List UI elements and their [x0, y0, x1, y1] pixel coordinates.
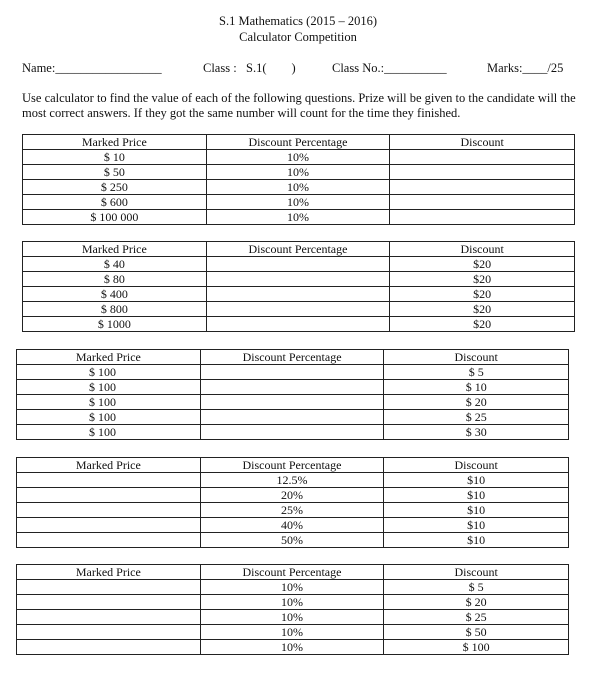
table-cell — [206, 272, 390, 287]
table-cell: $ 800 — [23, 302, 207, 317]
table-cell: $ 100 — [17, 365, 201, 380]
table-row — [17, 365, 569, 380]
header-cell: Discount — [390, 242, 575, 257]
table-row — [17, 580, 569, 595]
header-cell: Discount Percentage — [200, 458, 384, 473]
table-cell — [390, 180, 575, 195]
table-row — [17, 533, 569, 548]
header-cell: Marked Price — [17, 565, 201, 580]
table-cell: 10% — [206, 165, 390, 180]
table-cell: $ 5 — [384, 580, 569, 595]
table-cell — [200, 425, 384, 440]
table-row — [23, 302, 575, 317]
table-row — [23, 180, 575, 195]
table-cell: 10% — [200, 610, 384, 625]
table-cell: $20 — [390, 272, 575, 287]
discount-table-4 — [16, 457, 569, 548]
table-cell — [390, 150, 575, 165]
table-cell: 25% — [200, 503, 384, 518]
table-cell: $ 30 — [384, 425, 569, 440]
header-cell: Discount Percentage — [206, 135, 390, 150]
table-cell — [17, 488, 201, 503]
table-cell: 10% — [200, 625, 384, 640]
table-header-row — [23, 242, 575, 257]
table-cell — [206, 302, 390, 317]
table-cell: 20% — [200, 488, 384, 503]
table-cell: 10% — [200, 595, 384, 610]
worksheet-subtitle: Calculator Competition — [239, 30, 357, 44]
table-cell: $ 10 — [23, 150, 207, 165]
table-cell: $ 50 — [23, 165, 207, 180]
table-cell: $ 10 — [384, 380, 569, 395]
header-cell: Marked Price — [23, 242, 207, 257]
table-row — [17, 610, 569, 625]
header-cell: Discount — [384, 458, 569, 473]
table-row — [23, 210, 575, 225]
table-row — [17, 425, 569, 440]
table-row — [23, 272, 575, 287]
table-cell: $ 250 — [23, 180, 207, 195]
table-row — [17, 473, 569, 488]
table-cell: 10% — [200, 640, 384, 655]
table-cell — [206, 287, 390, 302]
header-cell: Discount — [384, 565, 569, 580]
table-cell: $10 — [384, 473, 569, 488]
table-cell: 40% — [200, 518, 384, 533]
discount-table-3 — [16, 349, 569, 440]
table-cell: $20 — [390, 317, 575, 332]
discount-table-2 — [22, 241, 575, 332]
table-row — [17, 640, 569, 655]
table-cell — [200, 395, 384, 410]
table-row — [23, 257, 575, 272]
marks-field: Marks:____/25 — [487, 61, 564, 75]
table-header-row — [17, 350, 569, 365]
table-row — [23, 150, 575, 165]
table-cell: $ 20 — [384, 595, 569, 610]
table-cell — [390, 195, 575, 210]
table-cell — [17, 580, 201, 595]
instructions: Use calculator to find the value of each of the following questions. Prize will be given to the candidate will the most correct answers. If they got the same number will count for the time they finished. — [22, 91, 576, 120]
table-row — [17, 488, 569, 503]
class-no-field: Class No.:__________ — [332, 61, 447, 75]
table-row — [23, 317, 575, 332]
header-cell: Discount — [390, 135, 575, 150]
header-cell: Discount — [384, 350, 569, 365]
table-row — [17, 410, 569, 425]
table-row — [17, 503, 569, 518]
table-row — [23, 287, 575, 302]
table-cell: 10% — [200, 580, 384, 595]
table-cell — [17, 533, 201, 548]
table-cell: $ 25 — [384, 410, 569, 425]
table-cell — [17, 595, 201, 610]
table-cell: $ 100 — [17, 410, 201, 425]
table-cell — [206, 317, 390, 332]
table-cell: $10 — [384, 503, 569, 518]
table-cell: $ 25 — [384, 610, 569, 625]
table-cell: $ 1000 — [23, 317, 207, 332]
table-cell: 10% — [206, 195, 390, 210]
header-cell: Marked Price — [17, 458, 201, 473]
table-cell — [200, 380, 384, 395]
table-cell: $ 100 — [17, 425, 201, 440]
discount-table-5 — [16, 564, 569, 655]
discount-table-1 — [22, 134, 575, 225]
table-row — [17, 625, 569, 640]
table-cell: $10 — [384, 533, 569, 548]
table-cell — [17, 518, 201, 533]
header-cell: Discount Percentage — [206, 242, 390, 257]
header-cell: Marked Price — [17, 350, 201, 365]
table-cell: $ 100 — [384, 640, 569, 655]
table-cell — [206, 257, 390, 272]
table-cell: $20 — [390, 302, 575, 317]
table-cell: 10% — [206, 180, 390, 195]
table-cell: $20 — [390, 287, 575, 302]
table-cell: $10 — [384, 518, 569, 533]
table-cell: $ 400 — [23, 287, 207, 302]
table-row — [17, 595, 569, 610]
table-cell: $ 20 — [384, 395, 569, 410]
table-cell: $20 — [390, 257, 575, 272]
table-cell — [200, 365, 384, 380]
table-cell: $ 100 — [17, 395, 201, 410]
table-cell — [200, 410, 384, 425]
table-cell — [17, 640, 201, 655]
table-cell: $ 600 — [23, 195, 207, 210]
table-row — [17, 395, 569, 410]
table-header-row — [17, 565, 569, 580]
table-cell — [17, 610, 201, 625]
table-cell — [17, 473, 201, 488]
table-cell — [17, 503, 201, 518]
table-cell: $ 100 — [17, 380, 201, 395]
table-row — [17, 518, 569, 533]
table-cell: 50% — [200, 533, 384, 548]
name-field: Name:_________________ — [22, 61, 162, 75]
worksheet-title: S.1 Mathematics (2015 – 2016) — [219, 14, 377, 28]
table-cell: $ 80 — [23, 272, 207, 287]
table-row — [17, 380, 569, 395]
header-cell: Discount Percentage — [200, 350, 384, 365]
table-row — [23, 165, 575, 180]
table-cell: $ 50 — [384, 625, 569, 640]
table-cell: $10 — [384, 488, 569, 503]
table-header-row — [23, 135, 575, 150]
class-field: Class : S.1( ) — [203, 61, 296, 75]
header-cell: Marked Price — [23, 135, 207, 150]
table-cell: 10% — [206, 210, 390, 225]
table-cell: $ 40 — [23, 257, 207, 272]
header-cell: Discount Percentage — [200, 565, 384, 580]
table-cell — [390, 210, 575, 225]
table-header-row — [17, 458, 569, 473]
table-cell — [17, 625, 201, 640]
table-cell: 12.5% — [200, 473, 384, 488]
table-cell: $ 5 — [384, 365, 569, 380]
table-cell: 10% — [206, 150, 390, 165]
table-cell — [390, 165, 575, 180]
table-cell: $ 100 000 — [23, 210, 207, 225]
table-row — [23, 195, 575, 210]
